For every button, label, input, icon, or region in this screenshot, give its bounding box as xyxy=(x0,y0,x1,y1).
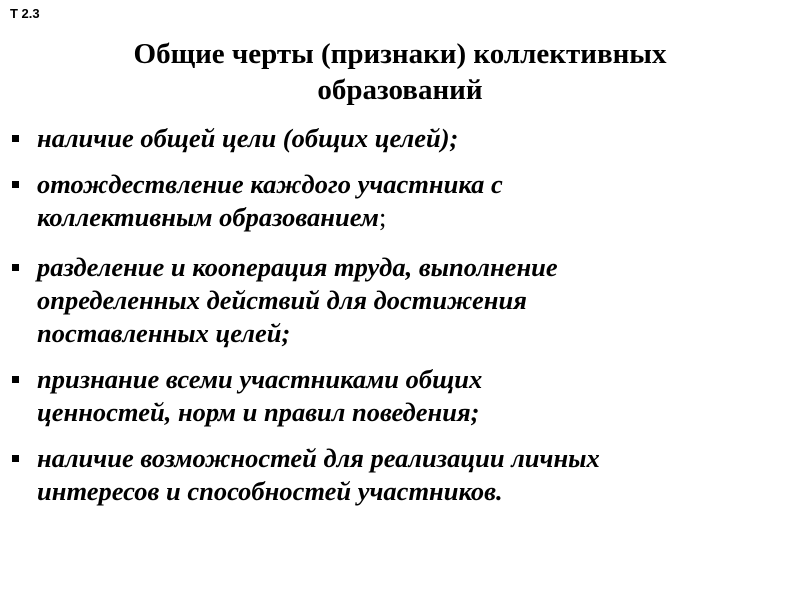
title-line-1: Общие черты (признаки) коллективных xyxy=(133,38,667,70)
list-item-line: наличие общей цели (общих целей); xyxy=(37,123,459,153)
list-item-line: интересов и способностей участников. xyxy=(37,476,503,506)
title-line-2: образований xyxy=(317,74,483,106)
list-item-line: признание всеми участниками общих xyxy=(37,364,483,394)
square-bullet-icon xyxy=(12,264,19,271)
list-item-line xyxy=(37,201,800,234)
square-bullet-icon xyxy=(12,181,19,188)
list-item xyxy=(8,251,800,350)
list-item xyxy=(8,442,800,508)
list-item xyxy=(8,122,800,155)
list-item-suffix: ; xyxy=(378,202,387,232)
list-item-line: ценностей, норм и правил поведения; xyxy=(37,397,480,427)
page-title xyxy=(30,36,770,108)
list-item xyxy=(8,168,800,234)
list-item-line: разделение и кооперация труда, выполнение xyxy=(37,252,558,282)
slide-label: Т 2.3 xyxy=(10,6,40,21)
list-item-line: отождествление каждого участника с xyxy=(37,169,503,199)
list-item-line: наличие возможностей для реализации личных xyxy=(37,443,600,473)
list-item-line: определенных действий для достижения xyxy=(37,285,527,315)
list-item xyxy=(8,363,800,429)
square-bullet-icon xyxy=(12,135,19,142)
square-bullet-icon xyxy=(12,376,19,383)
square-bullet-icon xyxy=(12,455,19,462)
list-item-text: коллективным образованием xyxy=(37,202,379,232)
list-item-line: поставленных целей; xyxy=(37,318,291,348)
bullet-list xyxy=(8,122,800,521)
